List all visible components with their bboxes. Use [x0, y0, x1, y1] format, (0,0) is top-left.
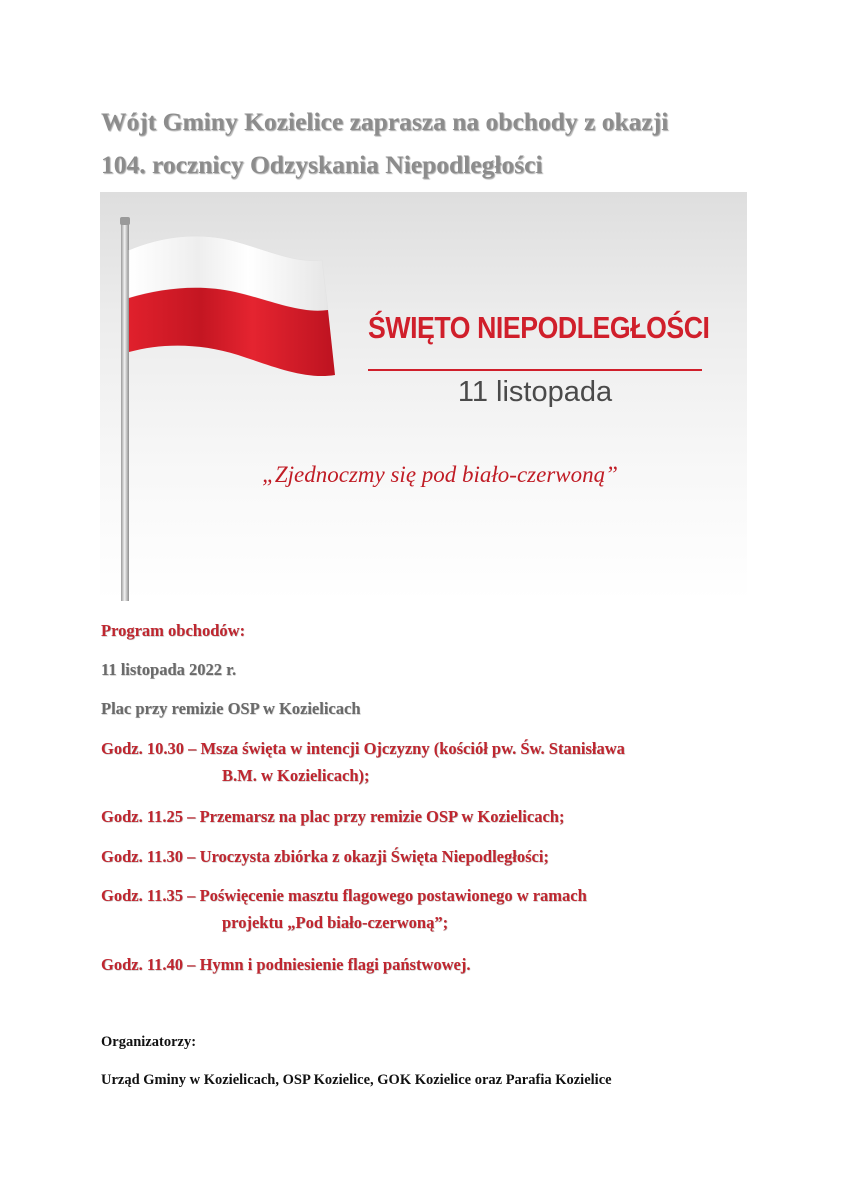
program-item-time: Godz. 11.25 –: [101, 807, 196, 826]
page-title: [101, 100, 761, 186]
organizers-label: Organizatorzy:: [101, 1034, 197, 1050]
program-heading: Program obchodów:: [101, 621, 246, 640]
program-item: [101, 955, 761, 975]
banner-divider: [368, 369, 702, 371]
program-item-time: Godz. 11.30 –: [101, 847, 196, 866]
flag-pole: [121, 222, 129, 601]
program-item-text: Przemarsz na plac przy remizie OSP w Kozielicach;: [195, 807, 565, 826]
program-item-time: Godz. 10.30 –: [101, 739, 197, 758]
title-line-1: Wójt Gminy Kozielice zaprasza na obchody z okazji: [101, 107, 669, 136]
program-item: [101, 886, 761, 933]
program-item-time: Godz. 11.35 –: [101, 886, 196, 905]
program-item-text: Uroczysta zbiórka z okazji Święta Niepodległości;: [195, 847, 549, 866]
program-item-text-cont: B.M. w Kozielicach);: [222, 766, 370, 785]
banner-date: 11 listopada: [457, 376, 613, 408]
program-item: [101, 739, 761, 786]
title-line-2: 104. rocznicy Odzyskania Niepodległości: [101, 150, 543, 179]
flag-pole-top: [120, 217, 130, 225]
organizers-list: Urząd Gminy w Kozielicach, OSP Kozielice, GOK Kozielice oraz Parafia Kozielice: [101, 1072, 612, 1088]
program-item-text: Hymn i podniesienie flagi państwowej.: [195, 955, 471, 974]
independence-day-banner: [100, 192, 747, 601]
program-place: Plac przy remizie OSP w Kozielicach: [101, 699, 361, 718]
banner-title: ŚWIĘTO NIEPODLEGŁOŚCI: [368, 310, 710, 345]
program-item: [101, 847, 761, 867]
program-item-text: Msza święta w intencji Ojczyzny (kościół pw. Św. Stanisława: [196, 739, 625, 758]
banner-quote: „Zjednoczmy się pod biało-czerwoną”: [262, 462, 618, 487]
program-item-text: Poświęcenie masztu flagowego postawionego w ramach: [195, 886, 587, 905]
program-item-text-cont: projektu „Pod biało-czerwoną”;: [222, 913, 449, 932]
program-item: [101, 807, 761, 827]
program-item-time: Godz. 11.40 –: [101, 955, 196, 974]
program-date: 11 listopada 2022 r.: [101, 660, 237, 679]
